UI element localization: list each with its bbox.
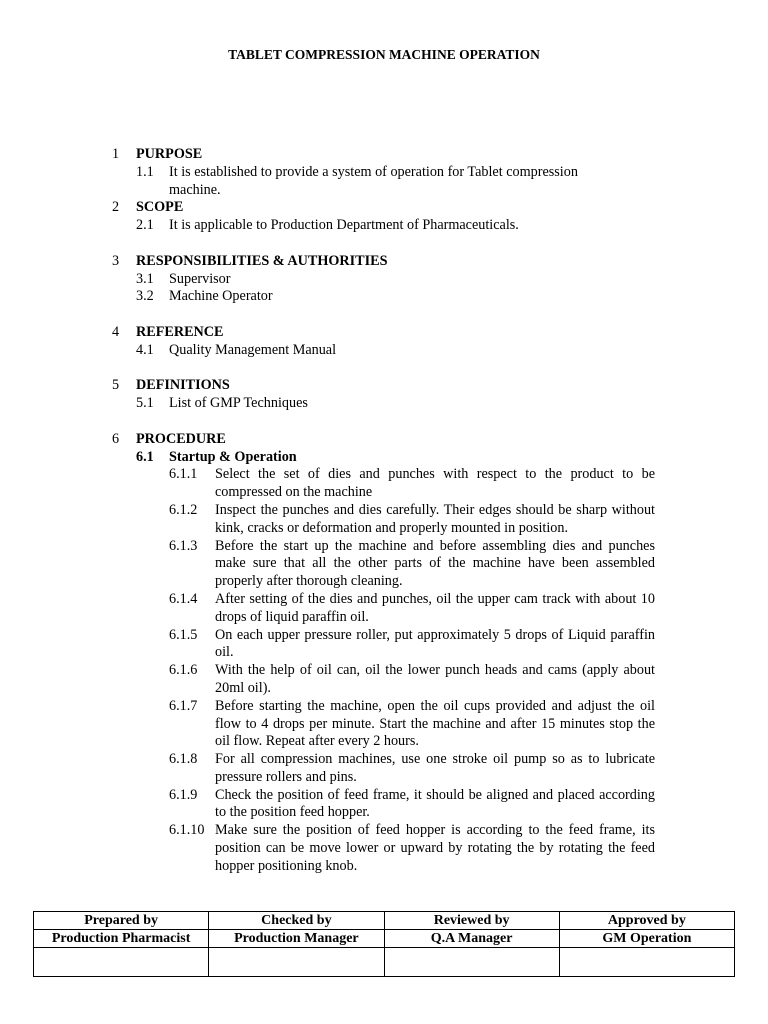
step-text: For all compression machines, use one stroke oil pump so as to lubricate pressure rollers and pins. <box>215 751 655 785</box>
document-title: TABLET COMPRESSION MACHINE OPERATION <box>228 47 540 62</box>
subsection-heading: Startup & Operation <box>169 448 297 465</box>
item-text: Supervisor <box>169 270 231 287</box>
approved-by-label: Approved by <box>559 912 734 930</box>
procedure-step <box>0 787 655 823</box>
procedure-step <box>0 466 655 502</box>
reviewed-by-role: Q.A Manager <box>384 930 559 948</box>
step-text: Before the start up the machine and before assembling dies and punches make sure that all the other parts of the machine have been assembled properly after thorough cleaning. <box>215 537 655 590</box>
section-heading: PROCEDURE <box>136 430 226 447</box>
section-responsibilities <box>0 253 768 271</box>
procedure-step <box>0 538 655 591</box>
step-text: With the help of oil can, oil the lower punch heads and cams (apply about 20ml oil). <box>215 662 655 696</box>
signoff-labels-row <box>34 912 735 930</box>
item-number: 3.2 <box>136 288 154 305</box>
section-number: 2 <box>112 199 120 216</box>
step-text: After setting of the dies and punches, oil the upper cam track with about 10 drops of liquid paraffin oil. <box>215 590 655 625</box>
reviewed-by-signature <box>384 948 559 977</box>
section-number: 3 <box>112 252 120 269</box>
step-number: 6.1.8 <box>169 751 198 768</box>
item-text: List of GMP Techniques <box>169 395 308 412</box>
signoff-table <box>33 911 735 977</box>
checked-by-signature <box>209 948 384 977</box>
prepared-by-role: Production Pharmacist <box>34 930 209 948</box>
section-heading: REFERENCE <box>136 323 224 340</box>
item-text: Quality Management Manual <box>169 341 337 358</box>
section-heading: PURPOSE <box>136 146 203 162</box>
step-text: On each upper pressure roller, put approximately 5 drops of Liquid paraffin oil. <box>215 626 655 661</box>
section-heading: RESPONSIBILITIES & AUTHORITIES <box>136 252 388 269</box>
procedure-step <box>0 822 655 875</box>
item-number: 4.1 <box>136 341 154 358</box>
document-body <box>0 146 768 876</box>
step-number: 6.1.7 <box>169 697 198 714</box>
item-number: 5.1 <box>136 395 154 412</box>
section-number: 1 <box>112 146 120 162</box>
section-heading: DEFINITIONS <box>136 377 230 394</box>
list-item <box>0 217 609 235</box>
section-number: 4 <box>112 323 120 340</box>
step-text: Check the position of feed frame, it should be aligned and placed according to the position feed hopper. <box>215 786 655 821</box>
approved-by-signature <box>559 948 734 977</box>
section-definitions <box>0 377 768 395</box>
step-number: 6.1.4 <box>169 590 198 607</box>
section-heading: SCOPE <box>136 199 184 216</box>
approved-by-role: GM Operation <box>559 930 734 948</box>
list-item <box>0 395 609 413</box>
procedure-step <box>0 751 655 787</box>
list-item <box>0 288 609 306</box>
item-number: 1.1 <box>136 163 154 180</box>
signature-row <box>34 948 735 977</box>
section-reference <box>0 324 768 342</box>
procedure-step <box>0 662 655 698</box>
step-number: 6.1.1 <box>169 466 198 483</box>
step-text: Before starting the machine, open the oil cups provided and adjust the oil flow to 4 drops per minute. Start the machine and after 15 minutes stop the oil flow. Repeat after every 2 hours. <box>215 697 655 750</box>
prepared-by-label: Prepared by <box>34 912 209 930</box>
item-text: It is established to provide a system of operation for Tablet compression machine. <box>169 163 578 198</box>
step-number: 6.1.3 <box>169 537 198 554</box>
list-item <box>0 342 609 360</box>
section-procedure <box>0 431 768 449</box>
step-number: 6.1.6 <box>169 662 198 679</box>
checked-by-role: Production Manager <box>209 930 384 948</box>
list-item <box>0 164 609 200</box>
step-text: Make sure the position of feed hopper is according to the feed frame, its position can be move lower or upward by rotating the by rotating the feed hopper positioning knob. <box>215 822 655 874</box>
item-number: 2.1 <box>136 217 154 234</box>
list-item <box>0 271 609 289</box>
step-number: 6.1.5 <box>169 626 198 643</box>
reviewed-by-label: Reviewed by <box>384 912 559 930</box>
section-scope <box>0 199 768 217</box>
signoff-roles-row <box>34 930 735 948</box>
step-number: 6.1.2 <box>169 501 198 518</box>
item-text: Machine Operator <box>169 288 273 305</box>
step-number: 6.1.10 <box>169 822 205 839</box>
checked-by-label: Checked by <box>209 912 384 930</box>
section-number: 6 <box>112 430 120 447</box>
step-text: Select the set of dies and punches with respect to the product to be compressed on the machine <box>215 466 655 501</box>
procedure-step <box>0 627 655 663</box>
item-number: 3.1 <box>136 270 154 287</box>
prepared-by-signature <box>34 948 209 977</box>
section-purpose <box>0 146 768 164</box>
subsection-startup <box>0 449 768 467</box>
subsection-number: 6.1 <box>136 448 154 465</box>
section-number: 5 <box>112 377 120 394</box>
procedure-step <box>0 591 655 627</box>
item-text: It is applicable to Production Department of Pharmaceuticals. <box>169 217 519 234</box>
procedure-step <box>0 698 655 751</box>
step-number: 6.1.9 <box>169 786 198 803</box>
step-text: Inspect the punches and dies carefully. Their edges should be sharp without kink, cracks or deformation and properly mounted in position. <box>215 501 655 536</box>
procedure-step <box>0 502 655 538</box>
